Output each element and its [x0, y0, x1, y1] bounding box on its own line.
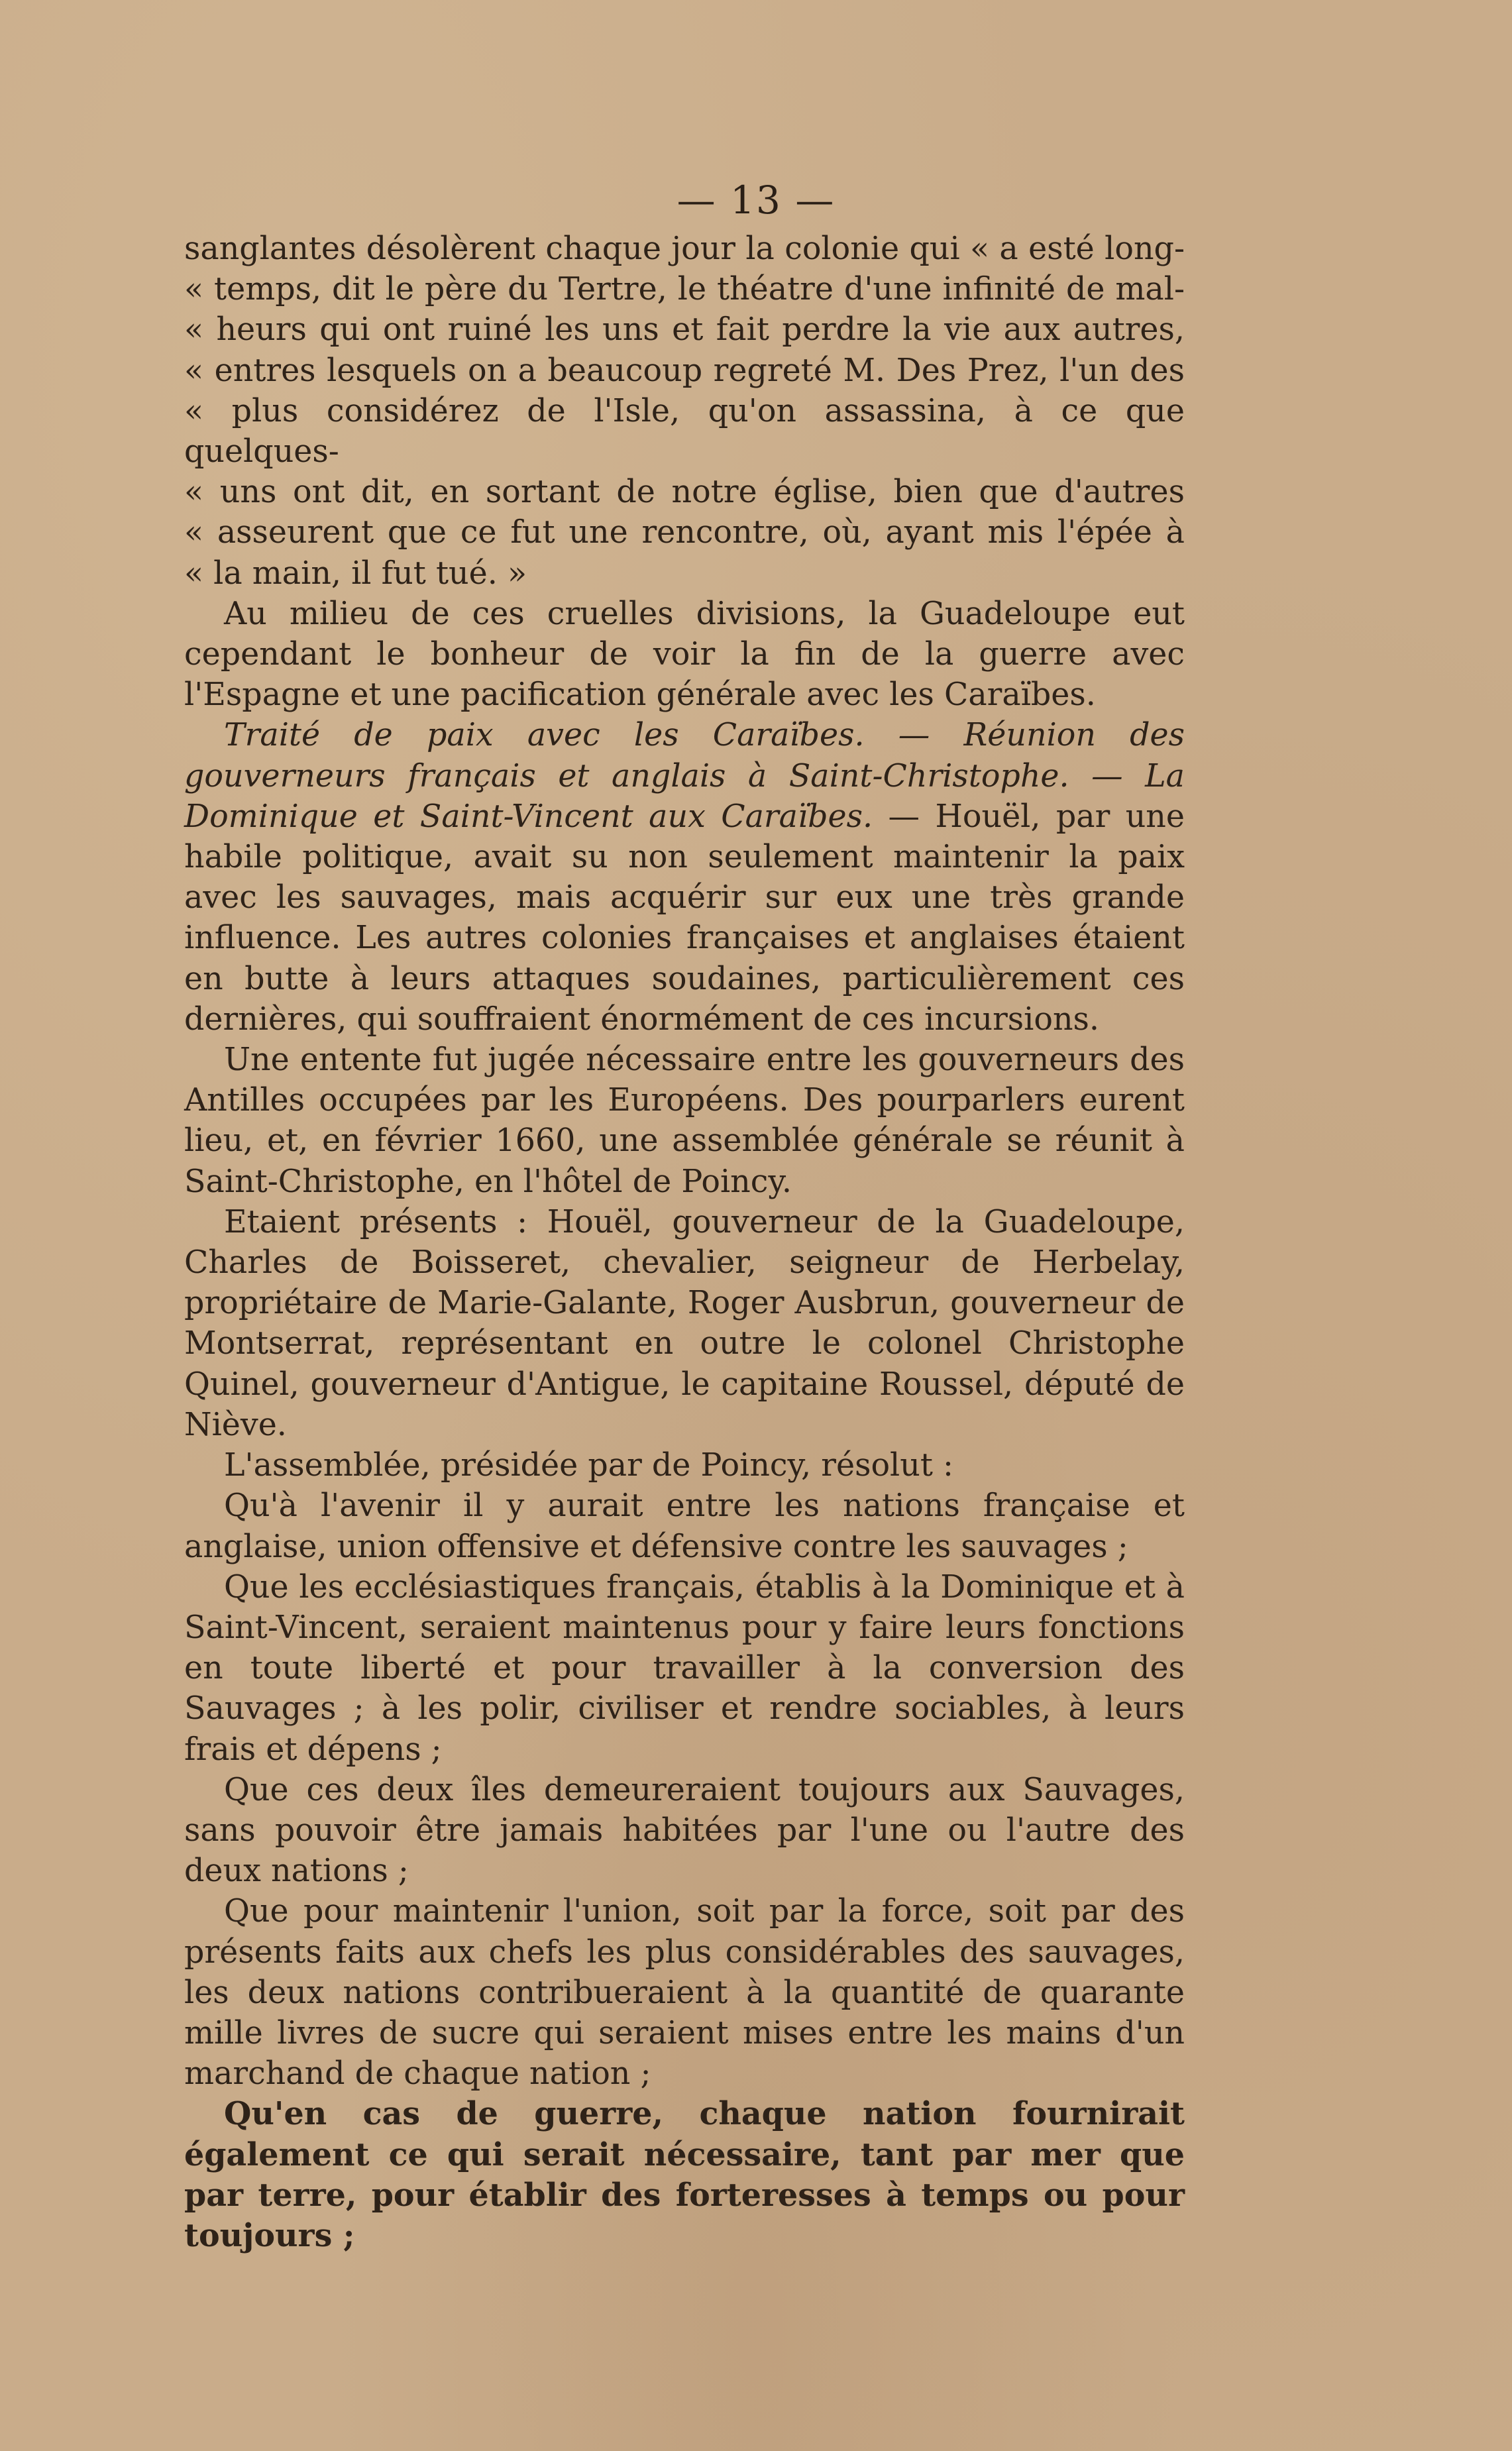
paragraph: Etaient présents : Houël, gouverneur de la Guadeloupe, Charles de Boisseret, chevalier, seigneur de Herbelay, propriétaire de Marie-Galante, Roger Ausbrun, gouverneur de Montserrat, représentant en outre le colonel Christophe Quinel, gouverneur d'Antigue, le capitaine Roussel, député de Niève. [184, 1203, 1185, 1443]
quote-line: « uns ont dit, en sortant de notre église, bien que d'autres [184, 474, 1185, 511]
quote-line: « plus considérez de l'Isle, qu'on assassina, à ce que quelques- [184, 392, 1185, 470]
paragraph: Au milieu de ces cruelles divisions, la Guadeloupe eut cependant le bonheur de voir la fin de la guerre avec l'Espagne et une pacification générale avec les Caraïbes. [184, 595, 1185, 714]
body-text [184, 229, 1185, 2256]
paragraph-section [184, 715, 1185, 1040]
section-body: — Houël, par une habile politique, avait su non seulement maintenir la paix avec les sauvages, mais acquérir sur eux une très grande influence. Les autres colonies françaises et anglaises étaient en butte à leurs attaques soudaines, particulièrement ces dernières, qui souffraient énormément de ces incursions. [184, 798, 1185, 1038]
paragraph: Une entente fut jugée nécessaire entre les gouverneurs des Antilles occupées par les Européens. Des pourparlers eurent lieu, et, en février 1660, une assemblée générale se réunit à Saint-Christophe, en l'hôtel de Poincy. [184, 1042, 1185, 1200]
section-heading: Traité de paix avec les Caraïbes. — Réunion des gouverneurs français et anglais à Saint-Christophe. — La Dominique et Saint-Vincent aux Caraïbes. [184, 717, 1185, 835]
paragraph: Qu'à l'avenir il y aurait entre les nations française et anglaise, union offensive et défensive contre les sauvages ; [184, 1488, 1185, 1565]
quote-line: « temps, dit le père du Tertre, le théatre d'une infinité de mal- [184, 271, 1185, 308]
page-number: — 13 — [676, 178, 836, 223]
quote-line: sanglantes désolèrent chaque jour la colonie qui « a esté long- [184, 231, 1185, 267]
paragraph: Que pour maintenir l'union, soit par la force, soit par des présents faits aux chefs les plus considérables des sauvages, les deux nations contribueraient à la quantité de quarante mille livres de sucre qui seraient mises entre les mains d'un marchand de chaque nation ; [184, 1893, 1185, 2093]
paragraph: Que ces deux îles demeureraient toujours aux Sauvages, sans pouvoir être jamais habitées par l'une ou l'autre des deux nations ; [184, 1771, 1185, 1890]
paragraph: L'assemblée, présidée par de Poincy, résolut : [224, 1447, 954, 1484]
quote-line: « entres lesquels on a beaucoup regreté M. Des Prez, l'un des [184, 352, 1185, 389]
quote-line: « heurs qui ont ruiné les uns et fait perdre la vie aux autres, [184, 311, 1185, 349]
paragraph-quote [184, 229, 1185, 594]
quote-line: « la main, il fut tué. » [184, 555, 527, 592]
paragraph: Que les ecclésiastiques français, établis à la Dominique et à Saint-Vincent, seraient maintenus pour y faire leurs fonctions en toute liberté et pour travailler à la conversion des Sauvages ; à les polir, civiliser et rendre sociables, à leurs frais et dépens ; [184, 1568, 1185, 1768]
paragraph: Qu'en cas de guerre, chaque nation fournirait également ce qui serait nécessaire, tant par mer que par terre, pour établir des forteresses à temps ou pour toujours ; [184, 2095, 1185, 2254]
quote-line: « asseurent que ce fut une rencontre, où, ayant mis l'épée à [184, 514, 1185, 551]
